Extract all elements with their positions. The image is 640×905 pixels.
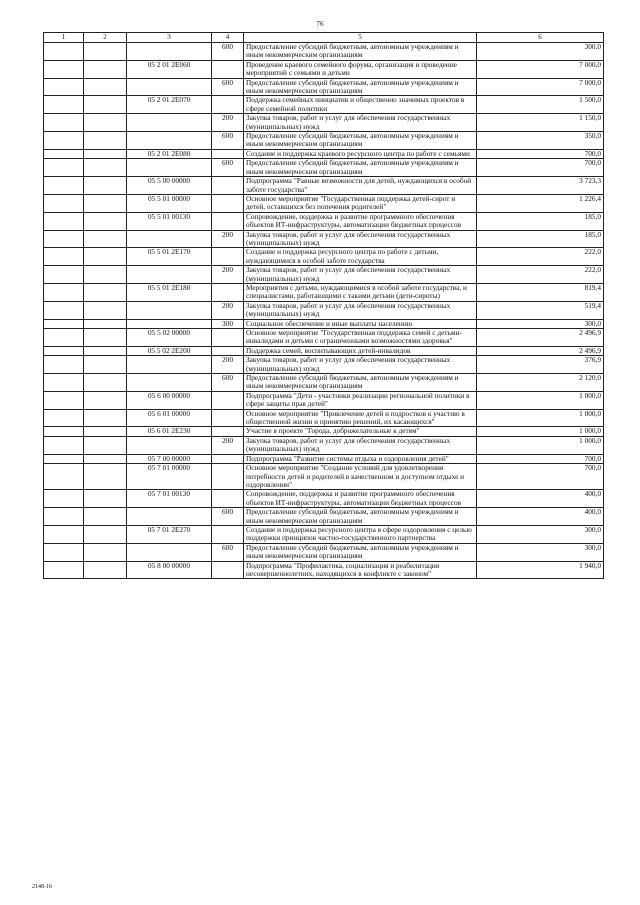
expense-type-code: 600 (212, 78, 244, 96)
table-row (44, 561, 604, 579)
table-row (44, 212, 604, 230)
cell-col1 (44, 159, 84, 177)
item-description: Закупка товаров, работ и услуг для обеспечения государственных (муниципальных) нужд (244, 356, 477, 374)
table-row (44, 114, 604, 132)
cell-col2 (84, 114, 127, 132)
cell-col2 (84, 149, 127, 158)
cell-col2 (84, 283, 127, 301)
cell-col1 (44, 374, 84, 392)
target-article-code: 05 7 00 00000 (127, 454, 212, 463)
cell-col1 (44, 266, 84, 284)
item-description: Социальное обеспечение и иные выплаты населению (244, 319, 477, 328)
item-description: Сопровождение, поддержка и развитие программного обеспечения объектов ИТ-инфраструктуры, автоматизации бюджетных процессов (244, 490, 477, 508)
item-description: Предоставление субсидий бюджетным, автономным учреждениям и иным некоммерческим организациям (244, 43, 477, 61)
cell-col2 (84, 212, 127, 230)
item-description: Мероприятия с детьми, нуждающимися в особой заботе государства, и специалистами, работающими с такими детьми (дети-сироты) (244, 283, 477, 301)
amount: 300,0 (477, 43, 604, 61)
cell-col1 (44, 543, 84, 561)
cell-col2 (84, 266, 127, 284)
cell-col1 (44, 346, 84, 355)
table-row (44, 194, 604, 212)
amount: 2 120,0 (477, 374, 604, 392)
item-description: Закупка товаров, работ и услуг для обеспечения государственных (муниципальных) нужд (244, 436, 477, 454)
target-article-code (127, 319, 212, 328)
cell-col1 (44, 194, 84, 212)
cell-col1 (44, 561, 84, 579)
expense-type-code: 600 (212, 508, 244, 526)
expense-type-code (212, 96, 244, 114)
cell-col1 (44, 149, 84, 158)
cell-col2 (84, 319, 127, 328)
expense-type-code: 200 (212, 266, 244, 284)
target-article-code: 05 5 01 2Е170 (127, 248, 212, 266)
target-article-code (127, 543, 212, 561)
item-description: Основное мероприятие "Привлечение детей и подростков к участию в общественной жизни и принятию решений, их касающихся" (244, 409, 477, 427)
cell-col1 (44, 508, 84, 526)
item-description: Поддержка семейных инициатив и общественно значимых проектов в сфере семейной политики (244, 96, 477, 114)
table-row (44, 319, 604, 328)
table-row (44, 356, 604, 374)
expense-type-code (212, 454, 244, 463)
cell-col2 (84, 490, 127, 508)
target-article-code: 05 5 01 2Е180 (127, 283, 212, 301)
cell-col2 (84, 525, 127, 543)
expense-type-code: 200 (212, 436, 244, 454)
amount: 376,9 (477, 356, 604, 374)
cell-col1 (44, 525, 84, 543)
column-header: 6 (477, 33, 604, 43)
expense-type-code (212, 248, 244, 266)
table-row (44, 346, 604, 355)
item-description: Подпрограмма "Развитие системы отдыха и оздоровления детей" (244, 454, 477, 463)
page-number: 76 (316, 20, 324, 28)
target-article-code: 05 7 01 00130 (127, 490, 212, 508)
expense-type-code (212, 212, 244, 230)
amount: 519,4 (477, 301, 604, 319)
table-body (44, 43, 604, 579)
column-header: 5 (244, 33, 477, 43)
item-description: Создание и поддержка ресурсного центра по работе с детьми, нуждающимися в особой заботе государства (244, 248, 477, 266)
cell-col2 (84, 374, 127, 392)
target-article-code (127, 301, 212, 319)
table-row (44, 508, 604, 526)
table-row (44, 177, 604, 195)
amount: 700,0 (477, 454, 604, 463)
item-description: Предоставление субсидий бюджетным, автономным учреждениям и иным некоммерческим организациям (244, 132, 477, 150)
cell-col2 (84, 329, 127, 347)
cell-col1 (44, 409, 84, 427)
cell-col1 (44, 356, 84, 374)
table-row (44, 391, 604, 409)
target-article-code (127, 266, 212, 284)
table-row (44, 283, 604, 301)
target-article-code: 05 2 01 2Е060 (127, 60, 212, 78)
column-header: 3 (127, 33, 212, 43)
expense-type-code (212, 60, 244, 78)
amount: 300,0 (477, 525, 604, 543)
column-header: 4 (212, 33, 244, 43)
cell-col1 (44, 43, 84, 61)
table-row (44, 490, 604, 508)
item-description: Основное мероприятие "Государственная поддержка семей с детьми-инвалидами и детьми с ограниченными возможностями здоровья" (244, 329, 477, 347)
item-description: Подпрограмма "Равные возможности для детей, нуждающихся в особой заботе государства" (244, 177, 477, 195)
target-article-code: 05 5 02 00000 (127, 329, 212, 347)
target-article-code: 05 5 02 2Е200 (127, 346, 212, 355)
target-article-code (127, 78, 212, 96)
expense-type-code (212, 490, 244, 508)
item-description: Создание и поддержка ресурсного центра в сфере оздоровления с целью поддержки принципов частно-государственного партнерства (244, 525, 477, 543)
amount: 1 150,0 (477, 114, 604, 132)
item-description: Поддержка семей, воспитывающих детей-инвалидов (244, 346, 477, 355)
expense-type-code (212, 149, 244, 158)
amount: 1 000,0 (477, 409, 604, 427)
amount: 1 000,0 (477, 391, 604, 409)
cell-col2 (84, 60, 127, 78)
target-article-code: 05 7 01 00000 (127, 464, 212, 490)
table-row (44, 543, 604, 561)
amount: 1 226,4 (477, 194, 604, 212)
item-description: Участие в проекте "Города, доброжелательные к детям" (244, 427, 477, 436)
cell-col1 (44, 96, 84, 114)
target-article-code (127, 356, 212, 374)
target-article-code (127, 374, 212, 392)
table-row (44, 301, 604, 319)
cell-col1 (44, 301, 84, 319)
item-description: Сопровождение, поддержка и развитие программного обеспечения объектов ИТ-инфраструктуры, автоматизации бюджетных процессов (244, 212, 477, 230)
item-description: Предоставление субсидий бюджетным, автономным учреждениям и иным некоммерческим организациям (244, 374, 477, 392)
budget-table (43, 32, 604, 579)
target-article-code (127, 508, 212, 526)
expense-type-code (212, 409, 244, 427)
target-article-code: 05 8 00 00000 (127, 561, 212, 579)
amount: 350,0 (477, 132, 604, 150)
target-article-code (127, 43, 212, 61)
amount: 185,0 (477, 212, 604, 230)
table-row (44, 329, 604, 347)
expense-type-code: 200 (212, 356, 244, 374)
table-row (44, 266, 604, 284)
expense-type-code (212, 329, 244, 347)
table-row (44, 43, 604, 61)
amount: 300,0 (477, 543, 604, 561)
amount: 700,0 (477, 159, 604, 177)
item-description: Закупка товаров, работ и услуг для обеспечения государственных (муниципальных) нужд (244, 114, 477, 132)
expense-type-code: 600 (212, 543, 244, 561)
cell-col2 (84, 409, 127, 427)
cell-col1 (44, 454, 84, 463)
expense-type-code (212, 346, 244, 355)
expense-type-code (212, 525, 244, 543)
expense-type-code (212, 427, 244, 436)
amount: 1 000,0 (477, 436, 604, 454)
cell-col2 (84, 96, 127, 114)
item-description: Основное мероприятие "Создание условий для удовлетворения потребности детей и родителей в качественном и доступном отдыхе и оздоровлении" (244, 464, 477, 490)
expense-type-code: 600 (212, 374, 244, 392)
amount: 700,0 (477, 464, 604, 490)
table-row (44, 427, 604, 436)
amount: 400,0 (477, 490, 604, 508)
cell-col1 (44, 248, 84, 266)
amount: 300,0 (477, 319, 604, 328)
cell-col2 (84, 159, 127, 177)
target-article-code: 05 5 01 00130 (127, 212, 212, 230)
item-description: Основное мероприятие "Государственная поддержка детей-сирот и детей, оставшихся без попечения родителей" (244, 194, 477, 212)
expense-type-code: 200 (212, 301, 244, 319)
cell-col2 (84, 543, 127, 561)
expense-type-code: 600 (212, 43, 244, 61)
amount: 3 723,3 (477, 177, 604, 195)
table-row (44, 436, 604, 454)
table-row (44, 464, 604, 490)
cell-col1 (44, 391, 84, 409)
target-article-code (127, 114, 212, 132)
amount: 400,0 (477, 508, 604, 526)
target-article-code: 05 6 01 00000 (127, 409, 212, 427)
table-header-row (44, 33, 604, 43)
expense-type-code: 600 (212, 132, 244, 150)
cell-col2 (84, 508, 127, 526)
cell-col1 (44, 78, 84, 96)
target-article-code: 05 5 01 00000 (127, 194, 212, 212)
expense-type-code: 300 (212, 319, 244, 328)
cell-col2 (84, 561, 127, 579)
target-article-code: 05 6 01 2Е230 (127, 427, 212, 436)
amount: 1 940,0 (477, 561, 604, 579)
amount: 185,0 (477, 230, 604, 248)
table-row (44, 78, 604, 96)
expense-type-code: 600 (212, 159, 244, 177)
table-row (44, 132, 604, 150)
amount: 700,0 (477, 149, 604, 158)
cell-col2 (84, 43, 127, 61)
item-description: Подпрограмма "Дети - участники реализации региональной политики в сфере защиты прав детей" (244, 391, 477, 409)
table-row (44, 248, 604, 266)
item-description: Предоставление субсидий бюджетным, автономным учреждениям и иным некоммерческим организациям (244, 78, 477, 96)
cell-col2 (84, 346, 127, 355)
cell-col1 (44, 436, 84, 454)
item-description: Закупка товаров, работ и услуг для обеспечения государственных (муниципальных) нужд (244, 301, 477, 319)
column-header: 1 (44, 33, 84, 43)
target-article-code: 05 2 01 2Е080 (127, 149, 212, 158)
target-article-code (127, 436, 212, 454)
amount: 222,0 (477, 266, 604, 284)
target-article-code: 05 6 00 00000 (127, 391, 212, 409)
cell-col1 (44, 114, 84, 132)
amount: 1 500,0 (477, 96, 604, 114)
cell-col1 (44, 464, 84, 490)
table-row (44, 409, 604, 427)
cell-col2 (84, 230, 127, 248)
item-description: Проведение краевого семейного форума, организация и проведение мероприятий с семьями и детьми (244, 60, 477, 78)
document-code: 2148-16 (32, 884, 52, 890)
target-article-code: 05 2 01 2Е070 (127, 96, 212, 114)
cell-col1 (44, 132, 84, 150)
amount: 222,0 (477, 248, 604, 266)
cell-col2 (84, 356, 127, 374)
target-article-code (127, 132, 212, 150)
cell-col2 (84, 248, 127, 266)
expense-type-code: 200 (212, 230, 244, 248)
target-article-code (127, 159, 212, 177)
amount: 7 000,0 (477, 78, 604, 96)
cell-col1 (44, 490, 84, 508)
item-description: Создание и поддержка краевого ресурсного центра по работе с семьями (244, 149, 477, 158)
cell-col2 (84, 464, 127, 490)
target-article-code (127, 230, 212, 248)
amount: 2 496,9 (477, 329, 604, 347)
amount: 819,4 (477, 283, 604, 301)
cell-col2 (84, 132, 127, 150)
table-row (44, 525, 604, 543)
cell-col2 (84, 194, 127, 212)
amount: 2 496,9 (477, 346, 604, 355)
cell-col1 (44, 427, 84, 436)
table-row (44, 159, 604, 177)
cell-col2 (84, 78, 127, 96)
expense-type-code (212, 391, 244, 409)
expense-type-code (212, 464, 244, 490)
expense-type-code (212, 283, 244, 301)
item-description: Закупка товаров, работ и услуг для обеспечения государственных (муниципальных) нужд (244, 266, 477, 284)
table-row (44, 96, 604, 114)
amount: 7 000,0 (477, 60, 604, 78)
cell-col2 (84, 177, 127, 195)
expense-type-code: 200 (212, 114, 244, 132)
cell-col1 (44, 319, 84, 328)
item-description: Закупка товаров, работ и услуг для обеспечения государственных (муниципальных) нужд (244, 230, 477, 248)
cell-col2 (84, 391, 127, 409)
cell-col1 (44, 230, 84, 248)
table-row (44, 454, 604, 463)
table-row (44, 230, 604, 248)
expense-type-code (212, 177, 244, 195)
item-description: Предоставление субсидий бюджетным, автономным учреждениям и иным некоммерческим организациям (244, 508, 477, 526)
cell-col1 (44, 177, 84, 195)
column-header: 2 (84, 33, 127, 43)
table-row (44, 60, 604, 78)
expense-type-code (212, 561, 244, 579)
target-article-code: 05 5 00 00000 (127, 177, 212, 195)
cell-col1 (44, 283, 84, 301)
cell-col2 (84, 427, 127, 436)
cell-col2 (84, 454, 127, 463)
cell-col2 (84, 301, 127, 319)
cell-col2 (84, 436, 127, 454)
item-description: Предоставление субсидий бюджетным, автономным учреждениям и иным некоммерческим организациям (244, 159, 477, 177)
target-article-code: 05 7 01 2Е270 (127, 525, 212, 543)
amount: 1 000,0 (477, 427, 604, 436)
item-description: Подпрограмма "Профилактика, социализация и реабилитация несовершеннолетних, находящихся в конфликте с законом" (244, 561, 477, 579)
cell-col1 (44, 329, 84, 347)
cell-col1 (44, 60, 84, 78)
table-row (44, 374, 604, 392)
expense-type-code (212, 194, 244, 212)
item-description: Предоставление субсидий бюджетным, автономным учреждениям и иным некоммерческим организациям (244, 543, 477, 561)
cell-col1 (44, 212, 84, 230)
table-row (44, 149, 604, 158)
